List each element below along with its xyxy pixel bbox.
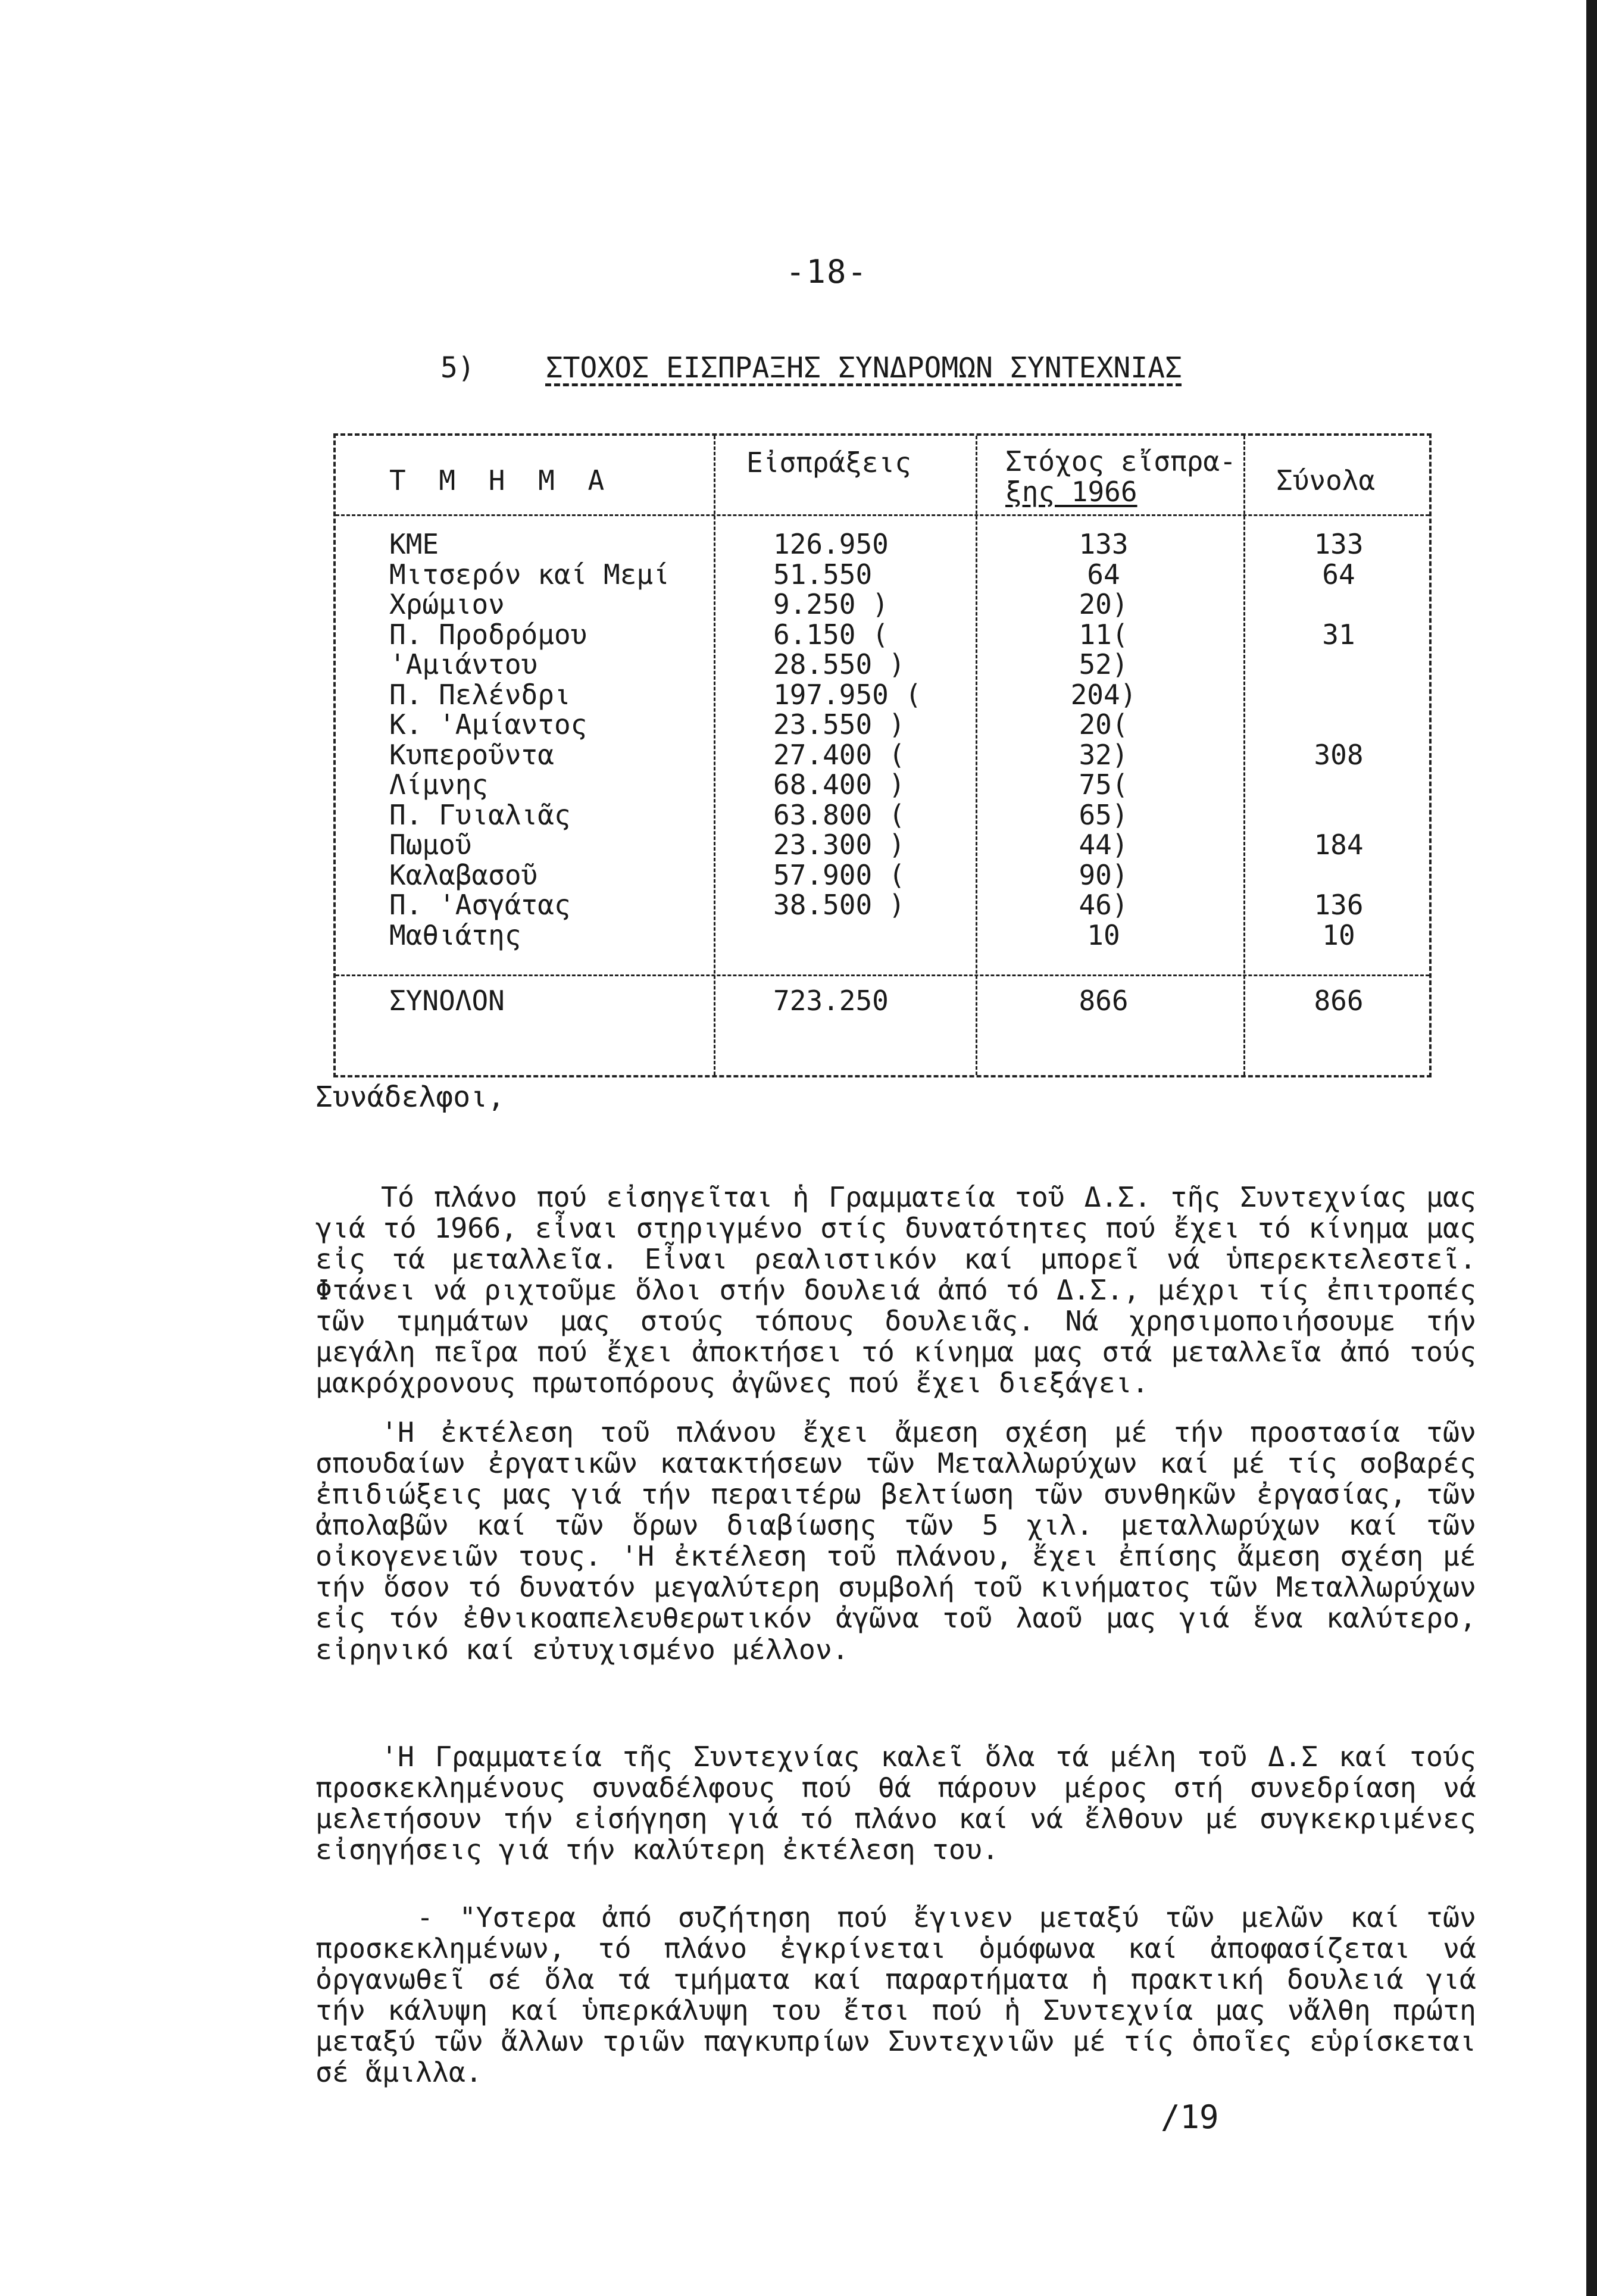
table-row [336, 679, 1429, 709]
sum-label: ΣΥΝΟΛΟΝ [389, 985, 505, 1017]
section-heading [440, 351, 1182, 385]
row-income: 126.950 [773, 528, 889, 560]
table-row [336, 588, 1429, 618]
row-income: 38.500 ) [773, 889, 905, 921]
row-income: 63.800 ( [773, 798, 905, 831]
row-dept: Π. Προδρόμου [389, 618, 587, 651]
header-income: Εἰσπράξεις [746, 446, 911, 479]
row-target: 11( [1079, 618, 1129, 651]
table-row [336, 528, 1429, 558]
row-total: 136 [1314, 889, 1364, 921]
sum-target: 866 [1079, 985, 1129, 1017]
table-total-row [336, 977, 1429, 1025]
section-title: ΣΤΟΧΟΣ ΕΙΣΠΡΑΞΗΣ ΣΥΝΔΡΟΜΩΝ ΣΥΝΤΕΧΝΙΑΣ [545, 351, 1182, 385]
row-income: 197.950 ( [773, 678, 922, 711]
table-row [336, 889, 1429, 919]
row-target: 133 [1079, 528, 1129, 560]
row-income: 27.400 ( [773, 738, 905, 771]
header-divider [336, 514, 1429, 516]
table-row [336, 799, 1429, 829]
row-dept: Κυπεροῦντα [389, 738, 554, 771]
row-total: 184 [1314, 829, 1364, 861]
row-dept: Λίμνης [389, 769, 489, 801]
greeting: Συνάδελφοι, [315, 1080, 505, 1114]
total-divider [336, 974, 1429, 976]
row-dept: 'Αμιάντου [389, 648, 538, 680]
row-dept: Καλαβασοῦ [389, 858, 538, 891]
row-income: 28.550 ) [773, 648, 905, 680]
row-income: 6.150 ( [773, 618, 889, 651]
table-row [336, 708, 1429, 739]
header-total: Σύνολα [1276, 464, 1376, 496]
section-number: 5) [440, 351, 475, 385]
paragraph: 'Η Γραμματεία τῆς Συντεχνίας καλεῖ ὅλα τά μέλη τοῦ Δ.Σ καί τούς προσκεκλημένους συναδέλφους πού θά πάρουν μέρος στή συνεδρίαση νά μελετήσουν τήν εἰσήγηση γιά τό πλάνο καί νά ἔλθουν μέ συγκεκριμένες εἰσηγήσεις γιά τήν καλύτερη ἐκτέλεση του. [315, 1741, 1476, 1866]
header-target-line1: Στόχος εἴσπρα- [1005, 445, 1236, 477]
row-income: 51.550 [773, 558, 873, 591]
row-target: 90) [1079, 858, 1129, 891]
page-number: -18- [786, 253, 868, 290]
next-page-marker: /19 [1161, 2098, 1219, 2136]
row-income: 57.900 ( [773, 858, 905, 891]
header-dept: Τ Μ Η Μ Α [389, 464, 613, 496]
row-dept: Χρώμιον [389, 588, 505, 620]
scan-edge-shadow [1586, 0, 1597, 2296]
sum-income: 723.250 [773, 985, 889, 1017]
paragraph: - "Υστερα ἀπό συζήτηση πού ἔγινεν μεταξύ τῶν μελῶν καί τῶν προσκεκλημένων, τό πλάνο ἐγκρίνεται ὁμόφωνα καί ἀποφασίζεται νά ὀργανωθεῖ σέ ὅλα τά τμήματα καί παραρτήματα ἡ πρακτική δουλειά γιά τήν κάλυψη καί ὑπερκάλυψη του ἔτσι πού ἡ Συντεχνία μας νἄλθη πρώτη μεταξύ τῶν ἄλλων τριῶν παγκυπρίων Συντεχνιῶν μέ τίς ὁποῖες εὑρίσκεται σέ ἅμιλλα. [315, 1901, 1476, 2089]
paragraph: 'Η ἐκτέλεση τοῦ πλάνου ἔχει ἄμεση σχέση μέ τήν προστασία τῶν σπουδαίων ἐργατικῶν κατακτήσεων τῶν Μεταλλωρύχων καί μέ τίς σοβαρές ἐπιδιώξεις μας γιά τήν περαιτέρω βελτίωση τῶν συνθηκῶν ἐργασίας, τῶν ἀπολαβῶν καί τῶν ὅρων διαβίωσης τῶν 5 χιλ. μεταλλωρύχων καί τῶν οἰκογενειῶν τους. 'Η ἐκτέλεση τοῦ πλάνου, ἔχει ἐπίσης ἄμεση σχέση μέ τήν ὅσον τό δυνατόν μεγαλύτερη συμβολή τοῦ κινήματος τῶν Μεταλλωρύχων εἰς τόν ἐθνικοαπελευθερωτικόν ἀγῶνα τοῦ λαοῦ μας γιά ἕνα καλύτερο, εἰρηνικό καί εὐτυχισμένο μέλλον. [315, 1416, 1476, 1666]
row-dept: ΚΜΕ [389, 528, 439, 560]
row-target: 44) [1079, 829, 1129, 861]
table-body [336, 528, 1429, 949]
row-dept: Κ. 'Αμίαντος [389, 708, 587, 741]
row-total: 10 [1322, 919, 1355, 951]
table-row [336, 859, 1429, 889]
row-dept: Πωμοῦ [389, 829, 472, 861]
table-row [336, 919, 1429, 949]
row-target: 10 [1087, 919, 1120, 951]
table-row [336, 829, 1429, 859]
paragraph: Τό πλάνο πού εἰσηγεῖται ἡ Γραμματεία τοῦ Δ.Σ. τῆς Συντεχνίας μας γιά τό 1966, εἶναι στηριγμένο στίς δυνατότητες πού ἔχει τό κίνημα μας εἰς τά μεταλλεῖα. Εἶναι ρεαλιστικόν καί μπορεῖ νά ὑπερεκτελεστεῖ. Φτάνει νά ριχτοῦμε ὅλοι στήν δουλειά ἀπό τό Δ.Σ., μέχρι τίς ἐπιτροπές τῶν τμημάτων μας στούς τόπους δουλειᾶς. Νά χρησιμοποιήσουμε τήν μεγάλη πεῖρα πού ἔχει ἀποκτήσει τό κίνημα μας στά μεταλλεῖα ἀπό τούς μακρόχρονους πρωτοπόρους ἀγῶνες πού ἔχει διεξάγει. [315, 1181, 1476, 1400]
row-dept: Π. Γυιαλιᾶς [389, 798, 571, 831]
row-dept: Μιτσερόν καί Μεμί [389, 558, 670, 591]
row-target: 204) [1070, 678, 1137, 711]
row-target: 20( [1079, 708, 1129, 741]
row-income: 23.550 ) [773, 708, 905, 741]
row-dept: Π. 'Ασγάτας [389, 889, 571, 921]
row-income: 9.250 ) [773, 588, 889, 620]
table-row [336, 769, 1429, 799]
row-target: 46) [1079, 889, 1129, 921]
row-target: 65) [1079, 798, 1129, 831]
table-row [336, 558, 1429, 589]
row-dept: Μαθιάτης [389, 919, 521, 951]
row-target: 75( [1079, 769, 1129, 801]
row-total: 64 [1322, 558, 1355, 591]
row-target: 20) [1079, 588, 1129, 620]
row-income: 23.300 ) [773, 829, 905, 861]
header-target-line2: ξης 1966 [1005, 475, 1137, 508]
subscription-target-table [333, 433, 1432, 1077]
row-target: 32) [1079, 738, 1129, 771]
row-income: 68.400 ) [773, 769, 905, 801]
header-target [1005, 446, 1236, 507]
row-total: 133 [1314, 528, 1364, 560]
row-total: 31 [1322, 618, 1355, 651]
row-target: 64 [1087, 558, 1120, 591]
table-row [336, 648, 1429, 679]
row-dept: Π. Πελένδρι [389, 678, 571, 711]
row-target: 52) [1079, 648, 1129, 680]
sum-total: 866 [1314, 985, 1364, 1017]
table-row [336, 739, 1429, 769]
table-row [336, 618, 1429, 649]
row-total: 308 [1314, 738, 1364, 771]
